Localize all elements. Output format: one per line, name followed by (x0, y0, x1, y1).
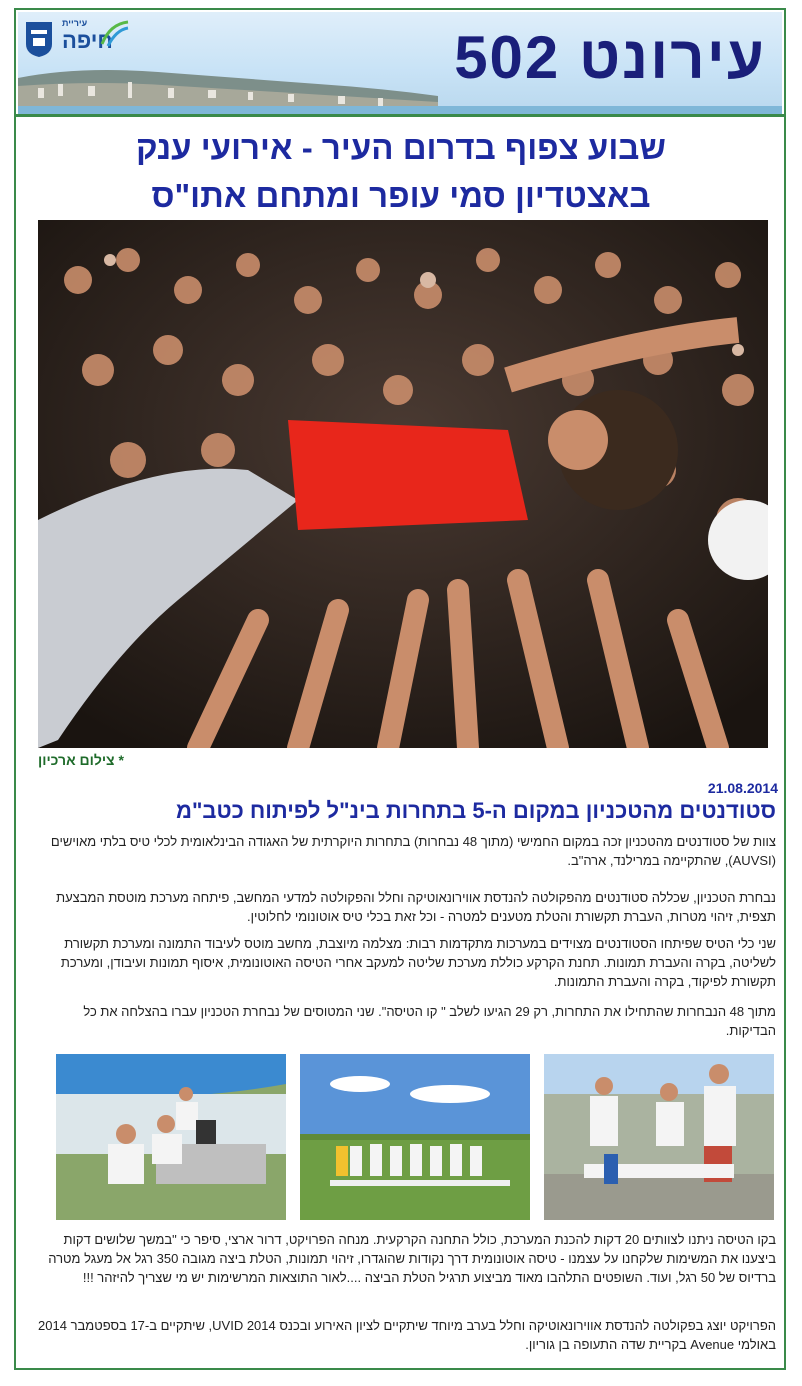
article-date: 21.08.2014 (707, 780, 778, 796)
headline-line-2: באצטדיון סמי עופר ומתחם אתו"ס (151, 177, 651, 214)
page-headline (36, 124, 766, 220)
newsletter-brand-title: עירונט 502 (454, 24, 766, 91)
sea-strip (18, 106, 782, 114)
header-divider (16, 114, 784, 117)
article-paragraph-5: בקו הטיסה ניתנו לצוותים 20 דקות להכנת המערכת, כולל התחנה הקרקעית. מנחה הפרויקט, דרור ארצי, סיפר כי "במשך שלושים דקות ביצענו את המשימות שלקחנו על עצמנו - טיסה אוטונומית דרך נקודות שהוגדרו, זיהוי תמונות, הטלת ביצה מגובה 350 רגל אל מעגל מטרה ברדיוס של 50 רגל, ועוד. השופטים התלהבו מאוד מביצוע תרגיל הטלת הביצה ....לאור התוצאות המרשימות יש מי שצריך להיזהר !!! (48, 1232, 776, 1285)
newsletter-header (18, 12, 782, 114)
photo-gallery (56, 1054, 780, 1220)
logo-swoosh-icon (100, 20, 130, 48)
article-paragraph-4: מתוך 48 הנבחרות שהתחילו את התחרות, רק 29 הגיעו לשלב " קו הטיסה". שני המטוסים של נבחרת הטכניון עברו בהצלחה את כל הבדיקות. (83, 1004, 776, 1038)
team-group-photo[interactable] (300, 1054, 530, 1220)
article-paragraph-6: הפרויקט יוצג בפקולטה להנדסת אווירונאוטיקה וחלל בערב מיוחד שיתקיים לציון האירוע ובכנס UVID 2014, שיתקיים ב-17 בספטמבר 2014 באולמי Avenue בקריית שדה התעופה בן גוריון. (38, 1318, 776, 1352)
newsletter-frame (14, 8, 786, 1370)
article-paragraph-2: נבחרת הטכניון, שכללה סטודנטים מהפקולטה להנדסת אווירונאוטיקה וחלל והפקולטה למדעי המחשב, פיתחה מערכת מוטסת המבצעת תצפית, זיהוי מטרות, העברת תקשורת והטלת מטענים למטרה - וכל זאת בכלי טיס אוטונומי לחלוטין. (56, 890, 776, 924)
article-paragraph-1: צוות של סטודנטים מהטכניון זכה במקום החמישי (מתוך 48 נבחרות) בתחרות היוקרתית של האגודה הבינלאומית לכלי טיס בלתי מאוישים (AUVSI), שהתקיימה במרילנד, ארה"ב. (50, 834, 776, 868)
logo-small-label: עיריית (62, 18, 88, 28)
municipality-emblem-icon (24, 20, 54, 58)
ground-station-tent-photo[interactable] (56, 1054, 286, 1220)
article-paragraph-3: שני כלי הטיס שפיתחו הסטודנטים מצוידים במערכות מתקדמות רבות: מצלמה מיוצבת, מחשב מוטס לעיבוד התמונה ומערכת תקשורת לשליטה, בקרה והעברת תמונות. תחנת הקרקע כוללת מערכת שליטה למעקב אחרי הטיסה האוטונומית, איסוף תמונות ועיבודן, ומערכת תקשורת לפיקוד, בקרה והעברת התמונות. (60, 936, 776, 989)
headline-line-1: שבוע צפוף בדרום העיר - אירועי ענק (136, 129, 666, 166)
photo-credit: * צילום ארכיון (38, 752, 124, 768)
aircraft-prep-photo[interactable] (544, 1054, 774, 1220)
article-title[interactable]: סטודנטים מהטכניון במקום ה-5 בתחרות בינ"ל לפיתוח כטב"מ (175, 798, 776, 823)
haifa-municipality-logo[interactable] (24, 16, 130, 68)
crowd-surfing-photo (38, 220, 768, 748)
logo-city-name: חיפה (62, 28, 113, 53)
